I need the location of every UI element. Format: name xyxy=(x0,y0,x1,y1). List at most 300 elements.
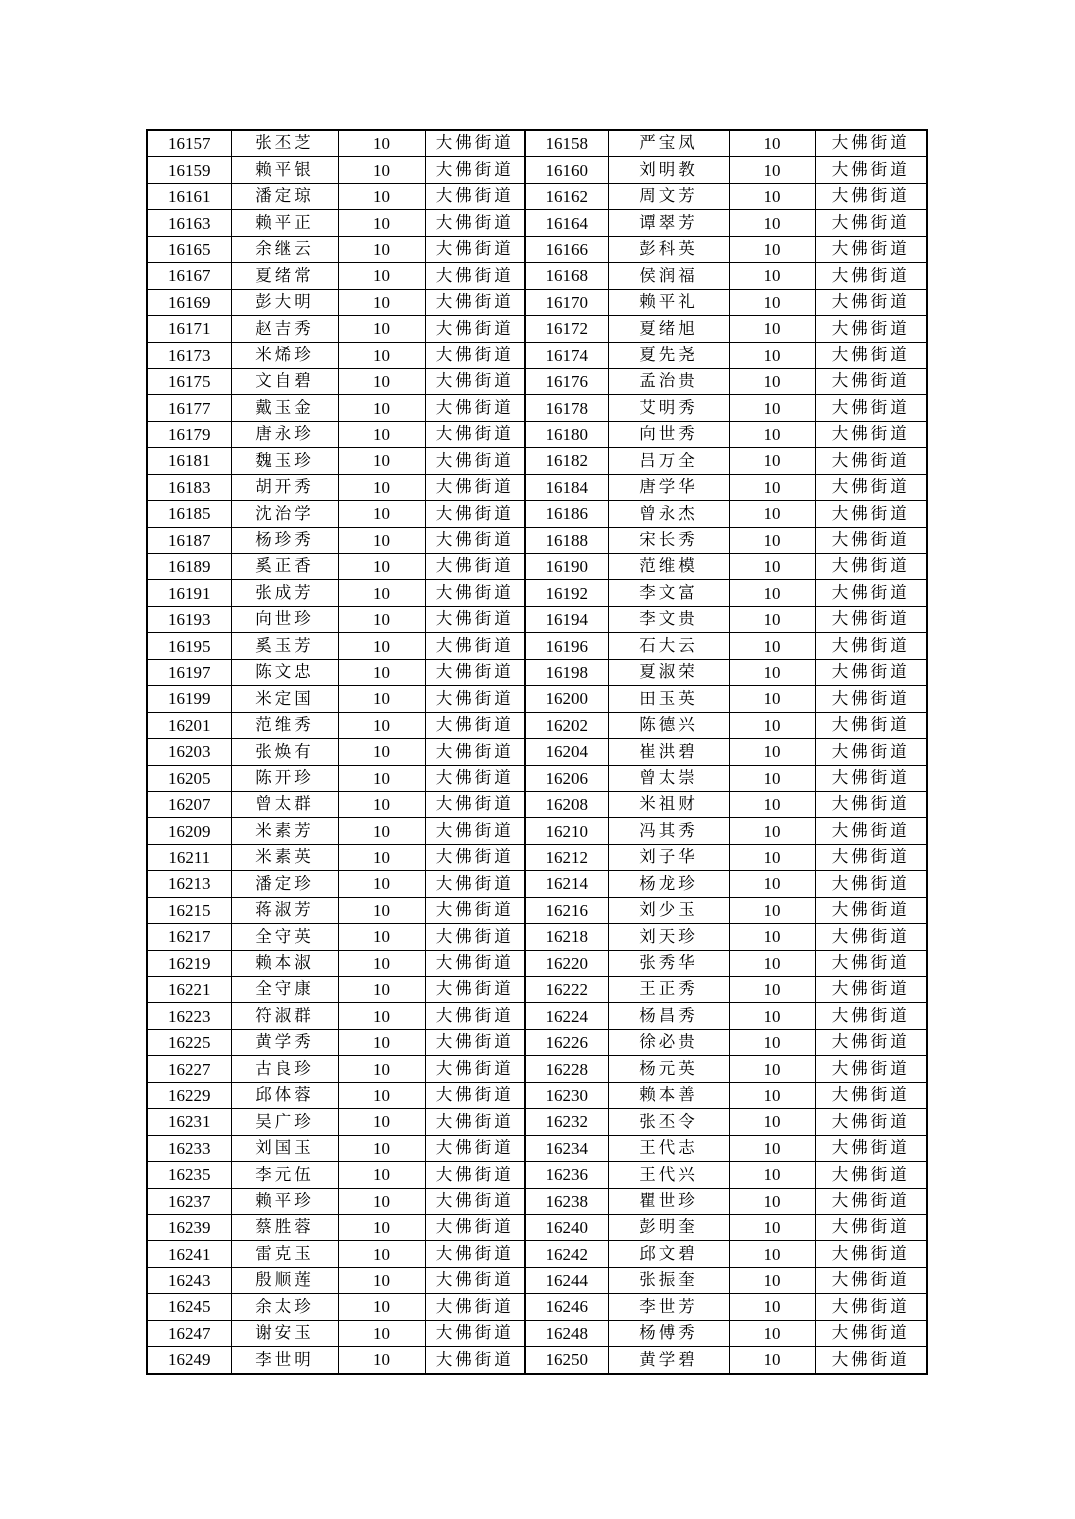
record-id-cell: 16194 xyxy=(525,606,608,632)
record-id-cell: 16222 xyxy=(525,977,608,1003)
street-cell: 大佛街道 xyxy=(815,1135,927,1161)
count-cell: 10 xyxy=(338,765,425,791)
street-cell: 大佛街道 xyxy=(425,1347,525,1374)
count-cell: 10 xyxy=(338,527,425,553)
street-cell: 大佛街道 xyxy=(425,871,525,897)
street-cell: 大佛街道 xyxy=(815,316,927,342)
name-cell: 唐永珍 xyxy=(231,421,338,447)
record-id-cell: 16196 xyxy=(525,633,608,659)
name-cell: 崔洪碧 xyxy=(608,739,729,765)
count-cell: 10 xyxy=(338,871,425,897)
record-id-cell: 16161 xyxy=(147,183,231,209)
street-cell: 大佛街道 xyxy=(425,342,525,368)
count-cell: 10 xyxy=(729,130,815,157)
count-cell: 10 xyxy=(729,263,815,289)
table-row xyxy=(147,210,927,236)
count-cell: 10 xyxy=(729,316,815,342)
record-id-cell: 16202 xyxy=(525,712,608,738)
count-cell: 10 xyxy=(338,1003,425,1029)
count-cell: 10 xyxy=(729,739,815,765)
count-cell: 10 xyxy=(729,791,815,817)
street-cell: 大佛街道 xyxy=(815,765,927,791)
street-cell: 大佛街道 xyxy=(425,580,525,606)
name-cell: 全守英 xyxy=(231,924,338,950)
name-cell: 雷克玉 xyxy=(231,1241,338,1267)
count-cell: 10 xyxy=(729,606,815,632)
name-cell: 蔡胜蓉 xyxy=(231,1214,338,1240)
street-cell: 大佛街道 xyxy=(815,659,927,685)
name-cell: 米素英 xyxy=(231,844,338,870)
count-cell: 10 xyxy=(338,1294,425,1320)
record-id-cell: 16223 xyxy=(147,1003,231,1029)
street-cell: 大佛街道 xyxy=(425,130,525,157)
count-cell: 10 xyxy=(338,263,425,289)
name-cell: 唐学华 xyxy=(608,474,729,500)
table-row xyxy=(147,1109,927,1135)
street-cell: 大佛街道 xyxy=(815,1320,927,1346)
table-row xyxy=(147,183,927,209)
count-cell: 10 xyxy=(729,1082,815,1108)
street-cell: 大佛街道 xyxy=(425,210,525,236)
count-cell: 10 xyxy=(338,289,425,315)
name-cell: 吴广珍 xyxy=(231,1109,338,1135)
count-cell: 10 xyxy=(729,1029,815,1055)
street-cell: 大佛街道 xyxy=(425,1188,525,1214)
street-cell: 大佛街道 xyxy=(425,183,525,209)
street-cell: 大佛街道 xyxy=(815,1109,927,1135)
street-cell: 大佛街道 xyxy=(425,368,525,394)
count-cell: 10 xyxy=(729,395,815,421)
count-cell: 10 xyxy=(338,924,425,950)
street-cell: 大佛街道 xyxy=(425,263,525,289)
street-cell: 大佛街道 xyxy=(815,1347,927,1374)
name-cell: 潘定珍 xyxy=(231,871,338,897)
record-id-cell: 16188 xyxy=(525,527,608,553)
name-cell: 杨昌秀 xyxy=(608,1003,729,1029)
record-id-cell: 16205 xyxy=(147,765,231,791)
record-id-cell: 16236 xyxy=(525,1162,608,1188)
street-cell: 大佛街道 xyxy=(425,1082,525,1108)
name-cell: 彭科英 xyxy=(608,236,729,262)
count-cell: 10 xyxy=(338,977,425,1003)
street-cell: 大佛街道 xyxy=(815,527,927,553)
street-cell: 大佛街道 xyxy=(815,157,927,183)
count-cell: 10 xyxy=(338,1082,425,1108)
street-cell: 大佛街道 xyxy=(815,1082,927,1108)
name-cell: 刘明教 xyxy=(608,157,729,183)
record-id-cell: 16235 xyxy=(147,1162,231,1188)
street-cell: 大佛街道 xyxy=(425,1003,525,1029)
record-id-cell: 16211 xyxy=(147,844,231,870)
name-cell: 李世明 xyxy=(231,1347,338,1374)
street-cell: 大佛街道 xyxy=(425,157,525,183)
street-cell: 大佛街道 xyxy=(425,712,525,738)
count-cell: 10 xyxy=(729,368,815,394)
table-row xyxy=(147,1320,927,1346)
name-cell: 宋长秀 xyxy=(608,527,729,553)
name-cell: 赖本善 xyxy=(608,1082,729,1108)
count-cell: 10 xyxy=(729,289,815,315)
count-cell: 10 xyxy=(729,1267,815,1293)
name-cell: 彭明奎 xyxy=(608,1214,729,1240)
table-row xyxy=(147,791,927,817)
record-id-cell: 16170 xyxy=(525,289,608,315)
name-cell: 米祖财 xyxy=(608,791,729,817)
street-cell: 大佛街道 xyxy=(425,474,525,500)
record-id-cell: 16234 xyxy=(525,1135,608,1161)
street-cell: 大佛街道 xyxy=(425,765,525,791)
record-id-cell: 16243 xyxy=(147,1267,231,1293)
count-cell: 10 xyxy=(338,183,425,209)
table-row xyxy=(147,1029,927,1055)
table-row xyxy=(147,977,927,1003)
street-cell: 大佛街道 xyxy=(815,1214,927,1240)
table-row xyxy=(147,421,927,447)
name-cell: 向世珍 xyxy=(231,606,338,632)
table-row xyxy=(147,157,927,183)
record-id-cell: 16207 xyxy=(147,791,231,817)
name-cell: 杨龙珍 xyxy=(608,871,729,897)
name-cell: 奚玉芳 xyxy=(231,633,338,659)
record-id-cell: 16204 xyxy=(525,739,608,765)
street-cell: 大佛街道 xyxy=(815,580,927,606)
record-id-cell: 16216 xyxy=(525,897,608,923)
count-cell: 10 xyxy=(338,1056,425,1082)
street-cell: 大佛街道 xyxy=(815,686,927,712)
table-row xyxy=(147,1082,927,1108)
count-cell: 10 xyxy=(729,1056,815,1082)
table-row xyxy=(147,289,927,315)
name-cell: 夏绪旭 xyxy=(608,316,729,342)
record-id-cell: 16244 xyxy=(525,1267,608,1293)
count-cell: 10 xyxy=(338,236,425,262)
record-id-cell: 16247 xyxy=(147,1320,231,1346)
count-cell: 10 xyxy=(338,448,425,474)
name-cell: 谢安玉 xyxy=(231,1320,338,1346)
name-cell: 奚正香 xyxy=(231,554,338,580)
record-id-cell: 16240 xyxy=(525,1214,608,1240)
table-row xyxy=(147,1003,927,1029)
record-id-cell: 16176 xyxy=(525,368,608,394)
count-cell: 10 xyxy=(338,580,425,606)
name-cell: 余太珍 xyxy=(231,1294,338,1320)
name-cell: 余继云 xyxy=(231,236,338,262)
record-id-cell: 16180 xyxy=(525,421,608,447)
name-cell: 赵吉秀 xyxy=(231,316,338,342)
record-id-cell: 16231 xyxy=(147,1109,231,1135)
name-cell: 张成芳 xyxy=(231,580,338,606)
table-row xyxy=(147,263,927,289)
record-id-cell: 16177 xyxy=(147,395,231,421)
table-row xyxy=(147,130,927,157)
table-row xyxy=(147,1056,927,1082)
count-cell: 10 xyxy=(729,554,815,580)
record-id-cell: 16181 xyxy=(147,448,231,474)
street-cell: 大佛街道 xyxy=(815,130,927,157)
street-cell: 大佛街道 xyxy=(425,1267,525,1293)
name-cell: 孟治贵 xyxy=(608,368,729,394)
count-cell: 10 xyxy=(729,633,815,659)
record-id-cell: 16167 xyxy=(147,263,231,289)
name-cell: 杨傅秀 xyxy=(608,1320,729,1346)
street-cell: 大佛街道 xyxy=(425,633,525,659)
count-cell: 10 xyxy=(338,897,425,923)
table-row xyxy=(147,1294,927,1320)
table-row xyxy=(147,501,927,527)
record-id-cell: 16227 xyxy=(147,1056,231,1082)
record-id-cell: 16228 xyxy=(525,1056,608,1082)
name-cell: 刘少玉 xyxy=(608,897,729,923)
record-id-cell: 16225 xyxy=(147,1029,231,1055)
name-cell: 侯润福 xyxy=(608,263,729,289)
street-cell: 大佛街道 xyxy=(425,1214,525,1240)
street-cell: 大佛街道 xyxy=(815,554,927,580)
record-id-cell: 16200 xyxy=(525,686,608,712)
street-cell: 大佛街道 xyxy=(425,1320,525,1346)
record-id-cell: 16175 xyxy=(147,368,231,394)
street-cell: 大佛街道 xyxy=(425,844,525,870)
count-cell: 10 xyxy=(338,818,425,844)
street-cell: 大佛街道 xyxy=(425,501,525,527)
record-id-cell: 16182 xyxy=(525,448,608,474)
record-id-cell: 16215 xyxy=(147,897,231,923)
street-cell: 大佛街道 xyxy=(815,924,927,950)
record-id-cell: 16242 xyxy=(525,1241,608,1267)
street-cell: 大佛街道 xyxy=(425,659,525,685)
record-id-cell: 16169 xyxy=(147,289,231,315)
count-cell: 10 xyxy=(338,1214,425,1240)
name-cell: 谭翠芳 xyxy=(608,210,729,236)
street-cell: 大佛街道 xyxy=(425,1109,525,1135)
record-id-cell: 16239 xyxy=(147,1214,231,1240)
name-cell: 王代志 xyxy=(608,1135,729,1161)
table-row xyxy=(147,606,927,632)
name-cell: 文自碧 xyxy=(231,368,338,394)
table-row xyxy=(147,633,927,659)
name-cell: 夏绪常 xyxy=(231,263,338,289)
street-cell: 大佛街道 xyxy=(815,977,927,1003)
record-id-cell: 16210 xyxy=(525,818,608,844)
count-cell: 10 xyxy=(338,157,425,183)
name-cell: 夏淑荣 xyxy=(608,659,729,685)
record-id-cell: 16187 xyxy=(147,527,231,553)
count-cell: 10 xyxy=(338,1029,425,1055)
count-cell: 10 xyxy=(729,897,815,923)
street-cell: 大佛街道 xyxy=(815,1241,927,1267)
name-cell: 张丕芝 xyxy=(231,130,338,157)
count-cell: 10 xyxy=(729,421,815,447)
street-cell: 大佛街道 xyxy=(815,950,927,976)
street-cell: 大佛街道 xyxy=(815,183,927,209)
count-cell: 10 xyxy=(338,659,425,685)
street-cell: 大佛街道 xyxy=(425,924,525,950)
street-cell: 大佛街道 xyxy=(815,871,927,897)
count-cell: 10 xyxy=(729,977,815,1003)
name-cell: 赖本淑 xyxy=(231,950,338,976)
table-row xyxy=(147,659,927,685)
table-row xyxy=(147,871,927,897)
record-id-cell: 16163 xyxy=(147,210,231,236)
count-cell: 10 xyxy=(729,474,815,500)
record-id-cell: 16217 xyxy=(147,924,231,950)
count-cell: 10 xyxy=(338,1347,425,1374)
record-id-cell: 16201 xyxy=(147,712,231,738)
record-id-cell: 16224 xyxy=(525,1003,608,1029)
street-cell: 大佛街道 xyxy=(815,1056,927,1082)
count-cell: 10 xyxy=(338,686,425,712)
street-cell: 大佛街道 xyxy=(815,1267,927,1293)
name-cell: 沈治学 xyxy=(231,501,338,527)
street-cell: 大佛街道 xyxy=(815,501,927,527)
table-row xyxy=(147,1267,927,1293)
table-row xyxy=(147,818,927,844)
table-row xyxy=(147,712,927,738)
name-cell: 周文芳 xyxy=(608,183,729,209)
count-cell: 10 xyxy=(729,924,815,950)
street-cell: 大佛街道 xyxy=(425,791,525,817)
street-cell: 大佛街道 xyxy=(815,1294,927,1320)
count-cell: 10 xyxy=(729,1241,815,1267)
record-id-cell: 16159 xyxy=(147,157,231,183)
record-id-cell: 16189 xyxy=(147,554,231,580)
name-cell: 曾太群 xyxy=(231,791,338,817)
table-row xyxy=(147,368,927,394)
count-cell: 10 xyxy=(338,1267,425,1293)
record-id-cell: 16226 xyxy=(525,1029,608,1055)
street-cell: 大佛街道 xyxy=(425,1294,525,1320)
name-cell: 严宝凤 xyxy=(608,130,729,157)
record-id-cell: 16206 xyxy=(525,765,608,791)
name-cell: 全守康 xyxy=(231,977,338,1003)
record-id-cell: 16248 xyxy=(525,1320,608,1346)
count-cell: 10 xyxy=(338,1188,425,1214)
count-cell: 10 xyxy=(729,765,815,791)
table-row xyxy=(147,765,927,791)
street-cell: 大佛街道 xyxy=(425,739,525,765)
record-id-cell: 16165 xyxy=(147,236,231,262)
name-cell: 彭大明 xyxy=(231,289,338,315)
table-row xyxy=(147,1188,927,1214)
count-cell: 10 xyxy=(338,1162,425,1188)
street-cell: 大佛街道 xyxy=(815,421,927,447)
table-row xyxy=(147,950,927,976)
name-cell: 古良珍 xyxy=(231,1056,338,1082)
record-id-cell: 16190 xyxy=(525,554,608,580)
record-id-cell: 16199 xyxy=(147,686,231,712)
record-id-cell: 16160 xyxy=(525,157,608,183)
count-cell: 10 xyxy=(729,659,815,685)
record-id-cell: 16183 xyxy=(147,474,231,500)
street-cell: 大佛街道 xyxy=(425,897,525,923)
record-id-cell: 16174 xyxy=(525,342,608,368)
count-cell: 10 xyxy=(338,1241,425,1267)
name-cell: 徐必贵 xyxy=(608,1029,729,1055)
count-cell: 10 xyxy=(338,474,425,500)
street-cell: 大佛街道 xyxy=(815,606,927,632)
name-cell: 杨珍秀 xyxy=(231,527,338,553)
table-row xyxy=(147,1347,927,1374)
record-id-cell: 16213 xyxy=(147,871,231,897)
record-id-cell: 16209 xyxy=(147,818,231,844)
name-cell: 张振奎 xyxy=(608,1267,729,1293)
name-cell: 赖平正 xyxy=(231,210,338,236)
count-cell: 10 xyxy=(338,1109,425,1135)
count-cell: 10 xyxy=(729,818,815,844)
count-cell: 10 xyxy=(338,316,425,342)
name-cell: 刘天珍 xyxy=(608,924,729,950)
name-cell: 曾永杰 xyxy=(608,501,729,527)
record-id-cell: 16179 xyxy=(147,421,231,447)
count-cell: 10 xyxy=(729,236,815,262)
count-cell: 10 xyxy=(729,1003,815,1029)
record-id-cell: 16208 xyxy=(525,791,608,817)
record-id-cell: 16195 xyxy=(147,633,231,659)
name-cell: 黄学碧 xyxy=(608,1347,729,1374)
name-cell: 田玉英 xyxy=(608,686,729,712)
count-cell: 10 xyxy=(338,342,425,368)
street-cell: 大佛街道 xyxy=(815,1162,927,1188)
name-cell: 李元伍 xyxy=(231,1162,338,1188)
count-cell: 10 xyxy=(729,527,815,553)
name-cell: 黄学秀 xyxy=(231,1029,338,1055)
record-id-cell: 16212 xyxy=(525,844,608,870)
table-row xyxy=(147,686,927,712)
count-cell: 10 xyxy=(729,210,815,236)
name-cell: 殷顺莲 xyxy=(231,1267,338,1293)
name-cell: 王正秀 xyxy=(608,977,729,1003)
table-row xyxy=(147,580,927,606)
street-cell: 大佛街道 xyxy=(815,897,927,923)
record-id-cell: 16193 xyxy=(147,606,231,632)
name-cell: 米定国 xyxy=(231,686,338,712)
street-cell: 大佛街道 xyxy=(425,950,525,976)
record-id-cell: 16229 xyxy=(147,1082,231,1108)
record-id-cell: 16162 xyxy=(525,183,608,209)
table-row xyxy=(147,395,927,421)
count-cell: 10 xyxy=(729,686,815,712)
count-cell: 10 xyxy=(729,712,815,738)
record-id-cell: 16191 xyxy=(147,580,231,606)
table-row xyxy=(147,924,927,950)
count-cell: 10 xyxy=(729,871,815,897)
count-cell: 10 xyxy=(729,157,815,183)
name-cell: 符淑群 xyxy=(231,1003,338,1029)
name-cell: 杨元英 xyxy=(608,1056,729,1082)
count-cell: 10 xyxy=(338,712,425,738)
count-cell: 10 xyxy=(338,368,425,394)
record-id-cell: 16249 xyxy=(147,1347,231,1374)
count-cell: 10 xyxy=(338,844,425,870)
count-cell: 10 xyxy=(729,183,815,209)
record-id-cell: 16220 xyxy=(525,950,608,976)
street-cell: 大佛街道 xyxy=(425,395,525,421)
street-cell: 大佛街道 xyxy=(815,633,927,659)
count-cell: 10 xyxy=(729,1109,815,1135)
table-row xyxy=(147,897,927,923)
count-cell: 10 xyxy=(338,1135,425,1161)
name-cell: 张丕令 xyxy=(608,1109,729,1135)
name-cell: 潘定琼 xyxy=(231,183,338,209)
count-cell: 10 xyxy=(729,580,815,606)
record-id-cell: 16237 xyxy=(147,1188,231,1214)
name-cell: 邱体蓉 xyxy=(231,1082,338,1108)
street-cell: 大佛街道 xyxy=(815,791,927,817)
count-cell: 10 xyxy=(729,950,815,976)
record-id-cell: 16214 xyxy=(525,871,608,897)
street-cell: 大佛街道 xyxy=(815,1188,927,1214)
name-cell: 米素芳 xyxy=(231,818,338,844)
record-id-cell: 16158 xyxy=(525,130,608,157)
